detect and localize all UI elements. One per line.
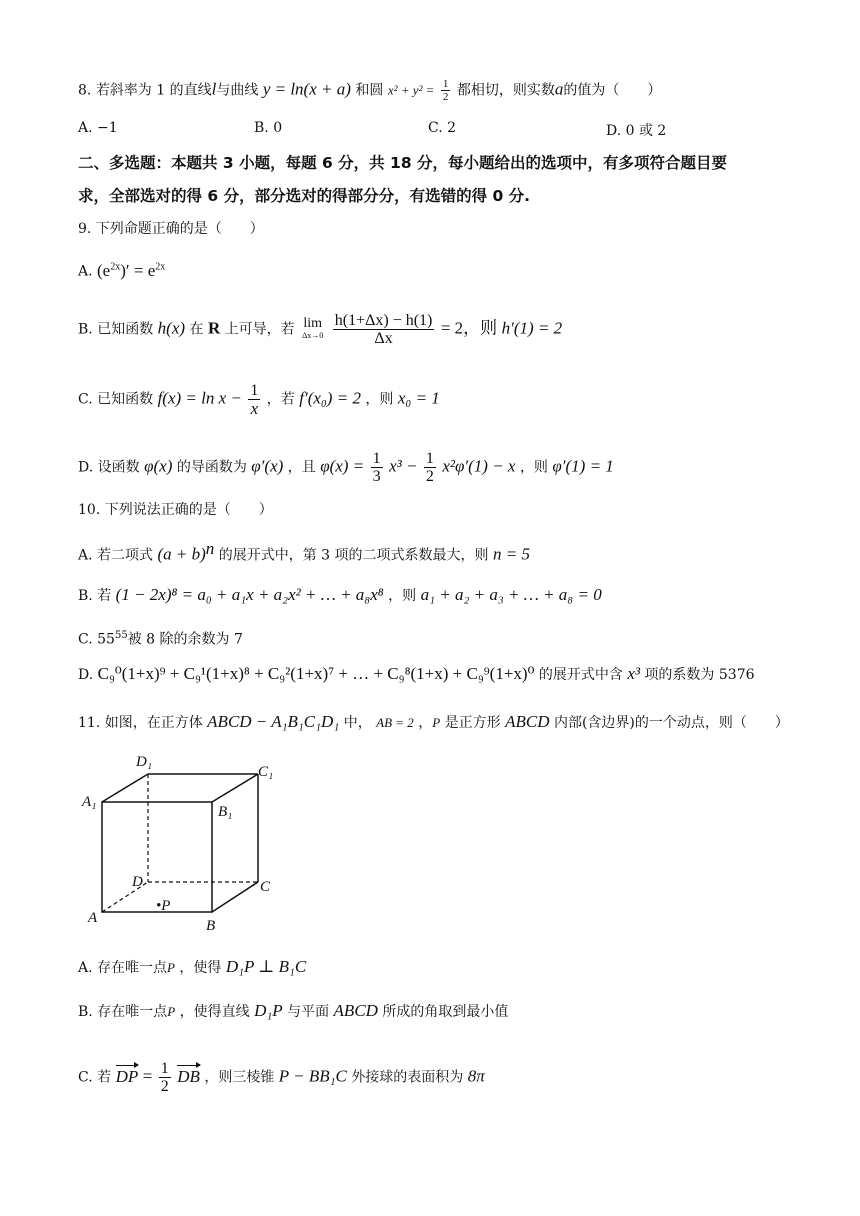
q11-option-c: C. 若 DP = $\frac{1}{2}$ DB ，则三棱锥 P − BB₁C 外接球的表面积为 8π (78, 1060, 485, 1095)
q10-option-a: A. 若二项式 $(a + b)^n$ 的展开式中，第 3 项的二项式系数最大，则 n = 5 (78, 539, 530, 564)
q8-option-d: D. 0 或 2 (606, 123, 667, 139)
label-D: D (132, 874, 143, 890)
q9-option-b: B. 已知函数 h(x) 在 R 上可导，若 lim Δx→0 $\frac{h(1+\Delta x) - h(1)}{\Delta x}$ = 2，则 h′(1) = 2 (78, 312, 563, 347)
label-A: A (88, 910, 98, 926)
label-P: •P (156, 898, 171, 914)
q10-option-c: C. $55^{55}$被 8 除的余数为 7 (78, 630, 243, 648)
label-B: B (206, 918, 216, 934)
q11-option-a: A. 存在唯一点P ，使得 D₁P ⊥ B₁C (78, 957, 307, 976)
q8-option-a: A. −1 (78, 120, 118, 136)
q9-option-a: A. $(e^{2x})' = e^{2x}$ (78, 260, 166, 280)
question-10-stem: 10. 下列说法正确的是（ ） (78, 502, 273, 518)
q9-option-d: D. 设函数 φ(x) 的导函数为 φ′(x) ，且 φ(x) = $\frac{1}{3}$ x³ − $\frac{1}{2}$ x²φ′(1) − x ，则 φ′(1) = 1 (78, 450, 614, 485)
q8-option-b: B. 0 (254, 120, 283, 136)
label-D1: D₁ (136, 754, 153, 770)
q10-option-b: B. 若 (1 − 2x)⁸ = a₀ + a₁x + a₂x² + … + a₈x⁸ ，则 a₁ + a₂ + a₃ + … + a₈ = 0 (78, 585, 602, 604)
label-C: C (260, 879, 271, 895)
q9-option-c: C. 已知函数 f(x) = ln x − $\frac{1}{x}$ ，若 f′(x₀) = 2 ，则 x₀ = 1 (78, 382, 440, 418)
q10-option-d: D. C₉⁰(1+x)⁹ + C₉¹(1+x)⁸ + C₉²(1+x)⁷ + … + C₉⁸(1+x) + C₉⁹(1+x)⁰ 的展开式中含 x³ 项的系数为 5376 (78, 664, 755, 683)
section2-heading-line1: 二、多选题：本题共 3 小题，每题 6 分，共 18 分，每小题给出的选项中，有多项符合题目要 (78, 154, 728, 172)
question-9-stem: 9. 下列命题正确的是（ ） (78, 221, 264, 237)
q8-option-c: C. 2 (428, 120, 457, 136)
section2-heading-line2: 求，全部选对的得 6 分，部分选对的得部分分，有选错的得 0 分. (78, 187, 531, 205)
question-8-stem: 8. 若斜率为 1 的直线l与曲线 y = ln(x + a) 和圆 x² + y² = $\frac{1}{2}$ 都相切，则实数a的值为（ ） (78, 78, 662, 103)
question-11-stem: 11. 如图，在正方体 ABCD − A₁B₁C₁D₁ 中， AB = 2 ，P 是正方形 ABCD 内部(含边界)的一个动点，则（ ） (78, 712, 789, 731)
label-B1: B₁ (218, 804, 233, 820)
label-C1: C₁ (258, 764, 274, 780)
q11-option-b: B. 存在唯一点P ，使得直线 D₁P 与平面 ABCD 所成的角取到最小值 (78, 1001, 509, 1020)
cube-figure (78, 752, 298, 942)
label-A1: A₁ (82, 794, 97, 810)
